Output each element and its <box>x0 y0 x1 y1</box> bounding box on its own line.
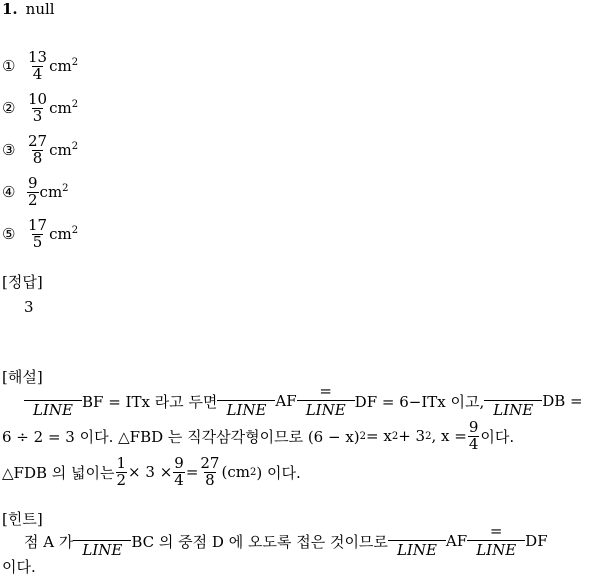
choice-marker: ④ <box>2 183 16 202</box>
line-segment: LINE <box>217 384 275 419</box>
line-segment: LINE <box>388 524 446 559</box>
answer-label: [정답] <box>2 273 43 291</box>
choice-fraction: $\frac{10}{3}$ <box>28 90 48 125</box>
choice-fraction: $\frac{27}{8}$ <box>28 132 48 167</box>
question-number: 1. <box>2 0 18 18</box>
equal-line-segment: = LINE <box>297 384 355 419</box>
fraction: $\frac{9}{4}$ <box>174 454 184 489</box>
text-run: 6 ÷ 2 = 3 이다. △FBD 는 직각삼각형이므로 (6 − x) <box>2 427 360 446</box>
text-run: DB = <box>542 392 583 411</box>
hint-line-1 <box>24 524 548 559</box>
text-run: AF <box>445 532 468 551</box>
line-segment: LINE <box>73 524 131 559</box>
choice-marker: ② <box>2 99 16 118</box>
fraction: $\frac{1}{2}$ <box>116 454 127 489</box>
choice-unit: $cm^2$ <box>49 141 79 160</box>
text-run: AF <box>275 392 297 411</box>
text-run: BF = ITx 라고 두면 <box>82 392 218 411</box>
text-run: 점 A 가 <box>24 532 74 551</box>
explanation-label: [해설] <box>2 368 43 386</box>
explanation-line-3: △FDB 의 넓이는 $\frac{1}{2}$ × 3 × $\frac{9}{4}$ = $\frac{27}{8}$ (cm 2 ) 이다. <box>2 454 301 489</box>
explanation-line-1 <box>24 384 583 419</box>
choice-unit: $cm^2$ <box>49 225 79 244</box>
choice-fraction: $\frac{13}{4}$ <box>28 48 48 83</box>
choice-1[interactable] <box>2 50 78 83</box>
text-run: + 3 <box>398 427 426 446</box>
question-text: null <box>25 0 55 18</box>
choice-marker: ③ <box>2 141 16 160</box>
choice-4[interactable] <box>2 176 69 209</box>
choice-marker: ⑤ <box>2 225 16 244</box>
hint-label: [힌트] <box>2 510 43 528</box>
text-run: (cm <box>221 463 250 482</box>
fraction: $\frac{9}{4}$ <box>468 418 479 453</box>
text-run: BC 의 중점 D 에 오도록 접은 것이므로 <box>131 532 388 551</box>
text-run: ) 이다. <box>256 463 301 482</box>
choice-unit: $cm^2$ <box>39 183 69 202</box>
choice-3[interactable] <box>2 134 78 167</box>
explanation-line-2: 6 ÷ 2 = 3 이다. △FBD 는 직각삼각형이므로 (6 − x) 2 = x 2 + 3 2 , x = $\frac{9}{4}$ 이다. <box>2 418 515 453</box>
text-run: , x = <box>431 427 467 446</box>
text-run: = x <box>366 427 392 446</box>
hint-line-2: 이다. <box>2 558 36 576</box>
text-run: △FDB 의 넓이는 <box>2 463 115 482</box>
choice-2[interactable] <box>2 92 78 125</box>
question-header <box>2 0 55 18</box>
choice-fraction: $\frac{17}{5}$ <box>28 216 48 251</box>
fraction: $\frac{27}{8}$ <box>200 454 220 489</box>
line-segment: LINE <box>24 384 82 419</box>
equal-line-segment: = LINE <box>467 524 525 559</box>
text-run: × 3 × <box>128 463 173 482</box>
line-segment: LINE <box>484 384 542 419</box>
text-run: DF <box>525 532 548 551</box>
choice-unit: $cm^2$ <box>49 57 79 76</box>
choice-unit: $cm^2$ <box>49 99 79 118</box>
text-run: DF = 6−ITx 이고, <box>354 392 485 411</box>
choice-5[interactable] <box>2 218 78 251</box>
choice-marker: ① <box>2 57 16 76</box>
choice-fraction: $\frac{9}{2}$ <box>28 174 38 209</box>
text-run: = <box>185 463 199 482</box>
text-run: 이다. <box>480 427 515 446</box>
answer-value: 3 <box>24 298 34 316</box>
